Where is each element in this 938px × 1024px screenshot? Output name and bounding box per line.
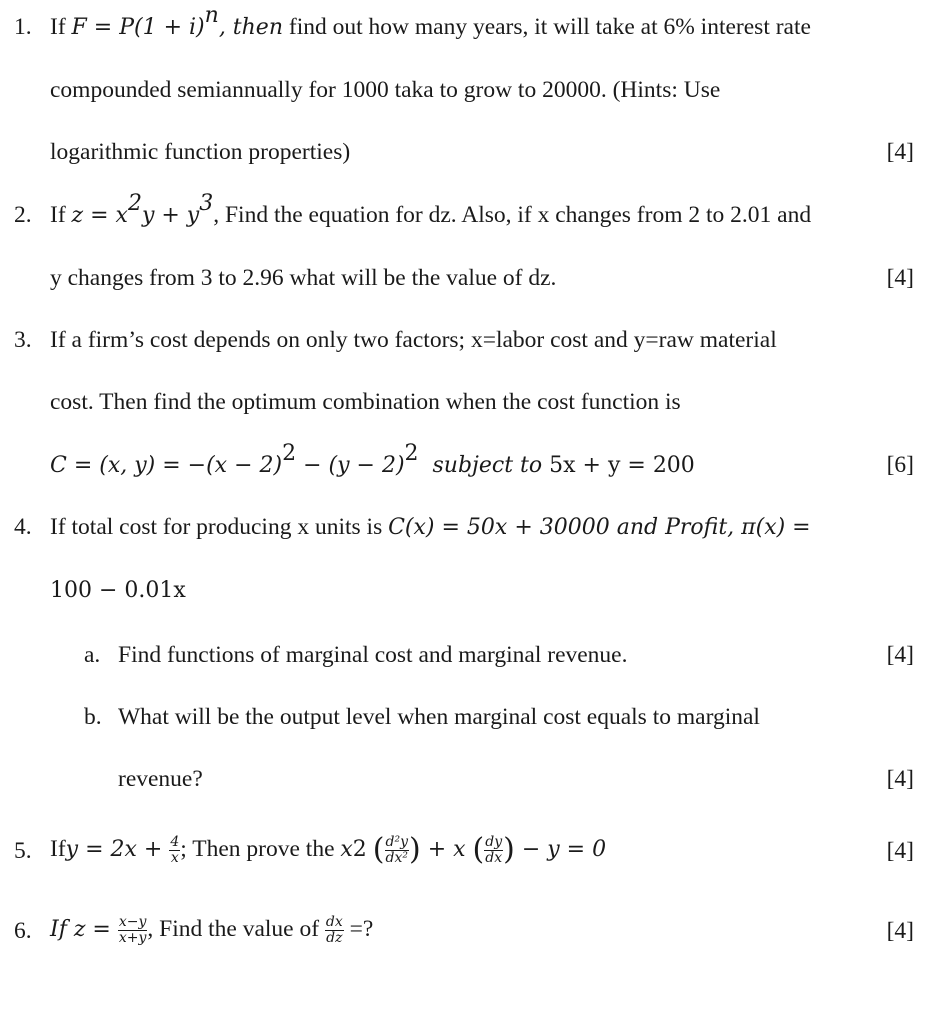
marks-label: [6] [886, 452, 914, 478]
question-1-line-2: compounded semiannually for 1000 taka to grow to 20000. (Hints: Use [50, 77, 721, 103]
question-3-line-1: If a firm’s cost depends on only two factors; x=labor cost and y=raw material [50, 327, 777, 353]
question-1-line-3: logarithmic function properties) [50, 139, 351, 165]
subpart-b-text: What will be the output level when marginal cost equals to marginal [118, 704, 760, 730]
subpart-label: a. [84, 642, 101, 668]
fraction: $\frac{x-y}{x+y}$ [118, 913, 147, 946]
fraction: $\frac{4}{x}$ [170, 833, 180, 866]
question-2-line-2: y changes from 3 to 2.96 what will be the value of dz. [50, 265, 557, 291]
question-number: 1. [14, 14, 32, 40]
marks-label: [4] [886, 918, 914, 944]
question-2-line-1: If $z = x^2y + y^3$, Find the equation for dz. Also, if x changes from 2 to 2.01 and [50, 191, 812, 229]
question-4-line-1: If total cost for producing x units is C(x) = 50x + 30000 and Profit, π(x) = [50, 514, 811, 540]
question-3-equation: C = (x, $y) = -(x - 2)^2 - (y - 2)^2$ subject to 5x + y = 200 [50, 441, 695, 479]
question-5-line: If y = 2x + $\frac{4}{x}$ ; Then prove the x 2 ( $\frac{\text{d²y}}{\text{dx²}}$ ) + x ( $\frac{dy}{dx}$ ) − y = 0 [50, 832, 607, 867]
marks-label: [4] [886, 766, 914, 792]
question-number: 2. [14, 202, 32, 228]
marks-label: [4] [886, 265, 914, 291]
subpart-b-text-2: revenue? [118, 766, 203, 792]
fraction: $\frac{dx}{dz}$ [325, 913, 343, 946]
question-3-line-2: cost. Then find the optimum combination when the cost function is [50, 389, 681, 415]
question-number: 6. [14, 918, 32, 944]
question-number: 5. [14, 838, 32, 864]
fraction: $\frac{dy}{dx}$ [485, 833, 503, 866]
question-number: 4. [14, 514, 32, 540]
marks-label: [4] [886, 139, 914, 165]
marks-label: [4] [886, 642, 914, 668]
question-number: 3. [14, 327, 32, 353]
question-6-line: If z = $\frac{x-y}{x+y}$ , Find the value of $\frac{dx}{dz}$ =? [50, 913, 374, 946]
question-1-line-1: If $F = P(1 + i)^n$, then find out how many years, it will take at 6% interest rate [50, 3, 811, 41]
subpart-a-text: Find functions of marginal cost and marginal revenue. [118, 642, 628, 668]
question-4-line-2: 100 − 0.01x [50, 578, 186, 603]
subpart-label: b. [84, 704, 102, 730]
marks-label: [4] [886, 838, 914, 864]
fraction: $\frac{\text{d²y}}{\text{dx²}}$ [385, 833, 408, 866]
